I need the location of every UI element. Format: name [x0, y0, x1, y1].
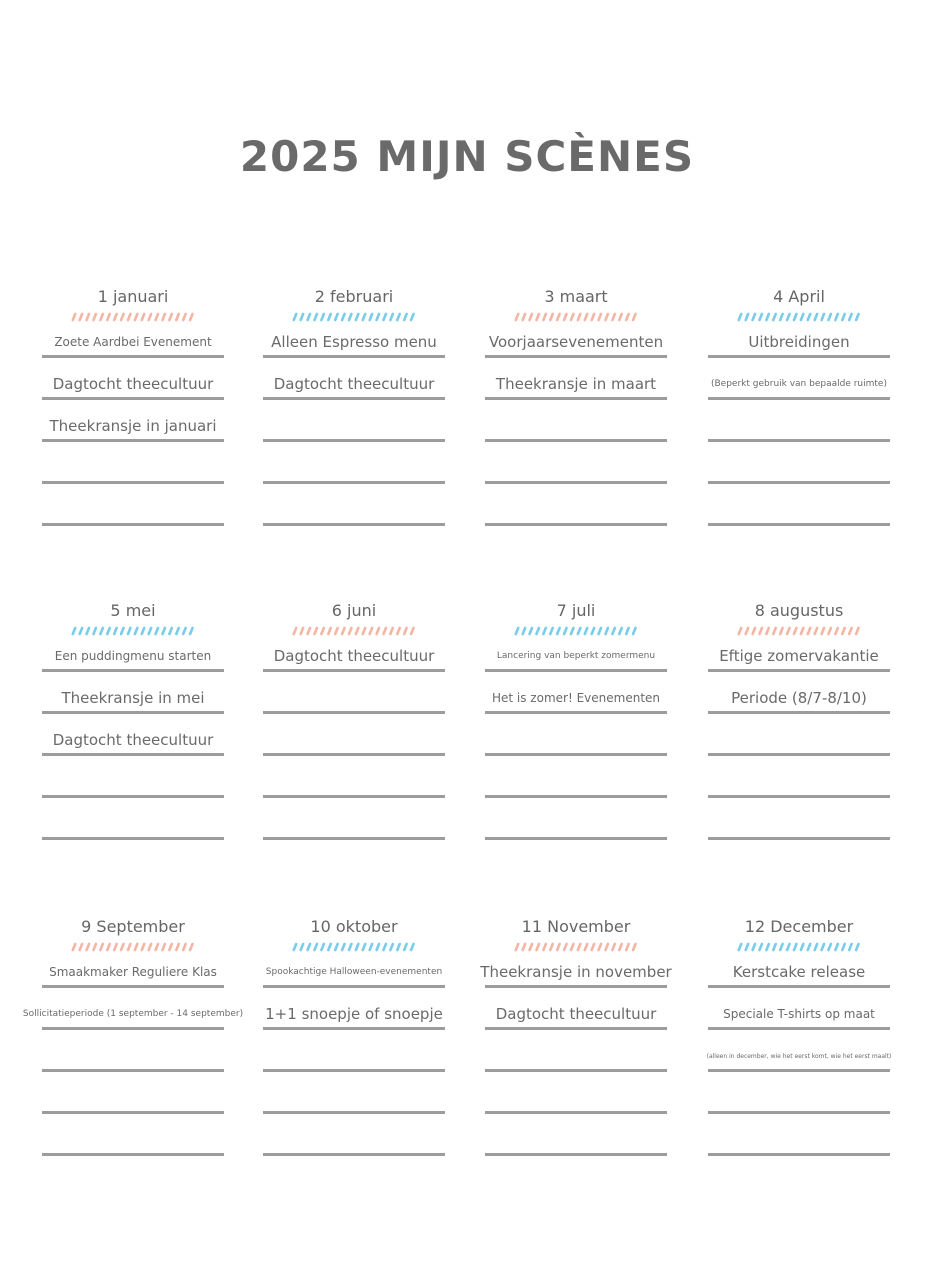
entry-line: Dagtocht theecultuur — [42, 714, 224, 756]
entry-line: 1+1 snoepje of snoepje — [263, 988, 445, 1030]
month-name: 7 juli — [556, 601, 596, 620]
entry-line: (Beperkt gebruik van bepaalde ruimte) — [708, 358, 890, 400]
month-block — [263, 912, 445, 1156]
entry-line: Alleen Espresso menu — [263, 334, 445, 358]
entry-line — [263, 484, 445, 526]
entry-line: Voorjaarsevenementen — [485, 334, 667, 358]
month-block — [42, 282, 224, 526]
entry-lines — [480, 963, 672, 1156]
month-name: 11 November — [521, 917, 631, 936]
entry-line: Dagtocht theecultuur — [42, 358, 224, 400]
entry-lines — [485, 648, 667, 840]
entry-line: Smaakmaker Reguliere Klas — [42, 964, 224, 988]
entry-line — [263, 1030, 445, 1072]
month-name: 6 juni — [331, 601, 377, 620]
month-name: 5 mei — [110, 601, 156, 620]
decorative-dashes — [737, 626, 861, 636]
entry-lines — [22, 964, 244, 1156]
entry-line: (alleen in december, wie het eerst komt, wie het eerst maalt) — [708, 1030, 890, 1072]
entry-lines — [708, 964, 890, 1156]
month-name: 1 januari — [97, 287, 169, 306]
entry-line — [708, 484, 890, 526]
entry-line: Spookachtige Halloween-evenementen — [263, 964, 445, 988]
entry-lines — [42, 334, 224, 526]
month-name: 4 April — [773, 287, 825, 306]
entry-line — [708, 400, 890, 442]
entry-line: Het is zomer! Evenementen — [485, 672, 667, 714]
entry-line — [42, 1072, 224, 1114]
entry-line — [485, 484, 667, 526]
month-block — [263, 282, 445, 526]
entry-line: Kerstcake release — [708, 964, 890, 988]
entry-lines — [263, 964, 445, 1156]
entry-line: Dagtocht theecultuur — [263, 358, 445, 400]
entry-line — [708, 1114, 890, 1156]
month-block — [485, 282, 667, 526]
entry-line: Sollicitatieperiode (1 september - 14 september) — [42, 988, 224, 1030]
entry-line: Zoete Aardbei Evenement — [42, 334, 224, 358]
entry-line: Dagtocht theecultuur — [485, 988, 667, 1030]
month-block — [708, 282, 890, 526]
entry-line: Periode (8/7-8/10) — [708, 672, 890, 714]
entry-lines — [42, 648, 224, 840]
entry-line — [485, 400, 667, 442]
entry-line — [485, 1072, 667, 1114]
month-block — [480, 912, 672, 1156]
entry-lines — [708, 334, 890, 526]
entry-line — [708, 798, 890, 840]
decorative-dashes — [737, 312, 861, 322]
month-name: 3 maart — [544, 287, 608, 306]
decorative-dashes — [292, 312, 416, 322]
entry-line — [485, 1030, 667, 1072]
month-block — [708, 596, 890, 840]
entry-line — [263, 756, 445, 798]
entry-line — [485, 1114, 667, 1156]
month-block — [22, 912, 244, 1156]
entry-line — [42, 756, 224, 798]
decorative-dashes — [514, 312, 638, 322]
entry-line — [485, 714, 667, 756]
entry-line — [485, 756, 667, 798]
entry-line — [485, 442, 667, 484]
month-name: 9 September — [81, 917, 185, 936]
entry-line: Eftige zomervakantie — [708, 648, 890, 672]
decorative-dashes — [514, 942, 638, 952]
entry-line — [708, 756, 890, 798]
month-block — [708, 912, 890, 1156]
entry-line: Lancering van beperkt zomermenu — [485, 648, 667, 672]
entry-line: Speciale T-shirts op maat — [708, 988, 890, 1030]
entry-line: Theekransje in mei — [42, 672, 224, 714]
decorative-dashes — [71, 312, 195, 322]
entry-lines — [485, 334, 667, 526]
entry-line — [263, 442, 445, 484]
entry-lines — [708, 648, 890, 840]
entry-line — [708, 1072, 890, 1114]
month-name: 10 oktober — [310, 917, 398, 936]
entry-line — [263, 714, 445, 756]
entry-line — [708, 442, 890, 484]
entry-line: Theekransje in maart — [485, 358, 667, 400]
entry-line — [263, 672, 445, 714]
entry-line: Theekransje in november — [485, 964, 667, 988]
entry-lines — [263, 648, 445, 840]
entry-line — [263, 1114, 445, 1156]
decorative-dashes — [71, 626, 195, 636]
month-name: 8 augustus — [754, 601, 844, 620]
month-name: 12 December — [744, 917, 854, 936]
entry-line: Een puddingmenu starten — [42, 648, 224, 672]
entry-line — [485, 798, 667, 840]
month-block — [263, 596, 445, 840]
entry-line — [42, 442, 224, 484]
page-title: 2025 MIJN SCÈNES — [239, 132, 695, 181]
entry-line — [708, 714, 890, 756]
entry-line: Uitbreidingen — [708, 334, 890, 358]
month-name: 2 februari — [314, 287, 394, 306]
entry-line — [42, 484, 224, 526]
entry-line — [263, 1072, 445, 1114]
entry-line — [263, 400, 445, 442]
entry-line — [263, 798, 445, 840]
month-block — [485, 596, 667, 840]
decorative-dashes — [292, 942, 416, 952]
entry-line — [42, 1114, 224, 1156]
decorative-dashes — [292, 626, 416, 636]
entry-line: Dagtocht theecultuur — [263, 648, 445, 672]
decorative-dashes — [71, 942, 195, 952]
entry-line — [42, 1030, 224, 1072]
month-block — [42, 596, 224, 840]
decorative-dashes — [737, 942, 861, 952]
entry-lines — [263, 334, 445, 526]
entry-line — [42, 798, 224, 840]
decorative-dashes — [514, 626, 638, 636]
entry-line: Theekransje in januari — [42, 400, 224, 442]
